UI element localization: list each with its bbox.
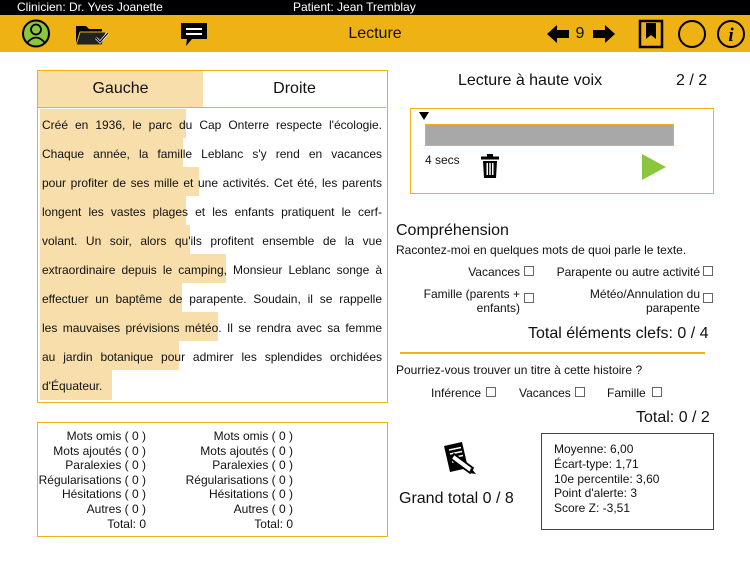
bookmark-icon[interactable] (638, 18, 664, 49)
text-line: volant. Un soir, alors qu'ils profitent ensemble de la vue (42, 234, 382, 248)
count-total: Total: 0 (107, 516, 146, 531)
section-divider (400, 352, 705, 354)
audio-recorder (410, 108, 714, 194)
item-parapente-label: Parapente ou autre activité (556, 265, 700, 279)
title-question-total: Total: 0 / 2 (636, 409, 710, 426)
stat-ecart-type: Écart-type: 1,71 (554, 456, 639, 471)
checkbox-meteo[interactable] (703, 293, 713, 303)
count-total: Total: 0 (254, 516, 293, 531)
count-paralexies[interactable]: Paralexies ( 0 ) (65, 458, 146, 473)
title-question-prompt: Pourriez-vous trouver un titre à cette histoire ? (396, 363, 643, 377)
read-aloud-page: 2 / 2 (676, 72, 708, 89)
error-counts-panel (37, 422, 388, 537)
patient-label: Patient: Jean Tremblay (293, 0, 416, 14)
info-icon[interactable] (716, 18, 746, 49)
checkbox-inference[interactable] (486, 387, 496, 397)
reading-panel (37, 70, 388, 403)
circle-icon[interactable] (677, 18, 707, 49)
count-regularisations[interactable]: Régularisations ( 0 ) (185, 472, 293, 487)
page-title: Lecture (348, 25, 402, 42)
tab-gauche[interactable]: Gauche (38, 71, 203, 107)
counts-right (168, 429, 293, 531)
item-meteo-line: parapente (645, 301, 700, 315)
text-line: longent les vastes plages et les enfants pratiquent le cerf- (42, 205, 382, 219)
checkbox-vacances[interactable] (524, 266, 534, 276)
count-autres[interactable]: Autres ( 0 ) (86, 501, 146, 516)
tab-droite[interactable]: Droite (203, 71, 386, 107)
stat-moyenne: Moyenne: 6,00 (554, 442, 634, 456)
status-bar (0, 0, 750, 15)
count-paralexies[interactable]: Paralexies ( 0 ) (212, 458, 293, 473)
text-line: Chaque année, la famille Leblanc s'y rend en vacances (42, 147, 382, 161)
item-famille-line: enfants) (476, 301, 520, 315)
item-vacances-label: Vacances (468, 265, 520, 279)
trash-icon[interactable] (481, 154, 499, 183)
count-mots-ajoutes[interactable]: Mots ajoutés ( 0 ) (53, 443, 146, 458)
checkbox-famille[interactable] (524, 293, 534, 303)
svg-text:i: i (728, 24, 734, 46)
item-meteo-line: Météo/Annulation du (589, 287, 700, 301)
play-icon[interactable] (641, 153, 667, 186)
arrow-left-icon[interactable] (546, 18, 570, 49)
option-inference-label: Inférence (431, 386, 482, 400)
count-mots-omis[interactable]: Mots omis ( 0 ) (66, 429, 146, 443)
text-line: Créé en 1936, le parc du Cap Onterre respecte l'écologie. (42, 118, 382, 132)
count-hesitations[interactable]: Hésitations ( 0 ) (61, 487, 146, 502)
count-autres[interactable]: Autres ( 0 ) (233, 501, 293, 516)
norms-panel (541, 433, 714, 530)
checkbox-title-vacances[interactable] (575, 387, 585, 397)
clinician-label: Clinicien: Dr. Yves Joanette (17, 0, 163, 14)
counts-left (38, 429, 146, 531)
checkbox-parapente[interactable] (703, 266, 713, 276)
comprehension-prompt: Racontez-moi en quelques mots de quoi parle le texte. (396, 243, 687, 257)
text-line: d'Équateur. (42, 379, 103, 393)
recording-duration: 4 secs (425, 153, 460, 167)
grand-total: Grand total 0 / 8 (399, 490, 514, 507)
count-regularisations[interactable]: Régularisations ( 0 ) (38, 472, 146, 487)
user-icon[interactable] (20, 18, 52, 49)
stat-percentile: 10e percentile: 3,60 (554, 471, 660, 486)
read-aloud-title: Lecture à haute voix (458, 72, 603, 89)
option-famille-label: Famille (607, 386, 646, 400)
count-hesitations[interactable]: Hésitations ( 0 ) (208, 487, 293, 502)
playhead-marker-icon[interactable] (419, 112, 429, 120)
comprehension-title: Compréhension (396, 222, 509, 239)
toolbar (0, 15, 750, 52)
side-tabs (38, 71, 386, 108)
page-number: 9 (575, 25, 585, 42)
chat-bubble-icon[interactable] (178, 18, 210, 49)
item-famille-label (410, 287, 520, 315)
comprehension-total: Total éléments clefs: 0 / 4 (528, 325, 709, 342)
text-line: au jardin botanique pour admirer les splendides orchidées (42, 350, 382, 364)
item-meteo-label (570, 287, 700, 315)
text-line: pour profiter de ses mille et une activités. Cet été, les parents (42, 176, 382, 190)
text-line: les mauvaises prévisions météo. Il se rendra avec sa femme (42, 321, 382, 335)
folder-check-icon[interactable] (74, 18, 110, 49)
stat-point-alerte: Point d'alerte: 3 (554, 486, 638, 501)
checkbox-title-famille[interactable] (652, 387, 662, 397)
option-vacances-label: Vacances (519, 386, 571, 400)
scoring-sheet-icon[interactable] (440, 440, 478, 481)
count-mots-ajoutes[interactable]: Mots ajoutés ( 0 ) (200, 443, 293, 458)
item-famille-line: Famille (parents + (423, 287, 520, 301)
audio-progress-bar[interactable] (425, 124, 674, 146)
text-line: effectuer un baptême de parapente. Soudain, il se rappelle (42, 292, 382, 306)
stat-score-z: Score Z: -3,51 (554, 501, 631, 516)
text-line: extraordinaire depuis le camping, Monsieur Leblanc songe à (42, 263, 382, 277)
arrow-right-icon[interactable] (592, 18, 616, 49)
count-mots-omis[interactable]: Mots omis ( 0 ) (213, 429, 293, 443)
